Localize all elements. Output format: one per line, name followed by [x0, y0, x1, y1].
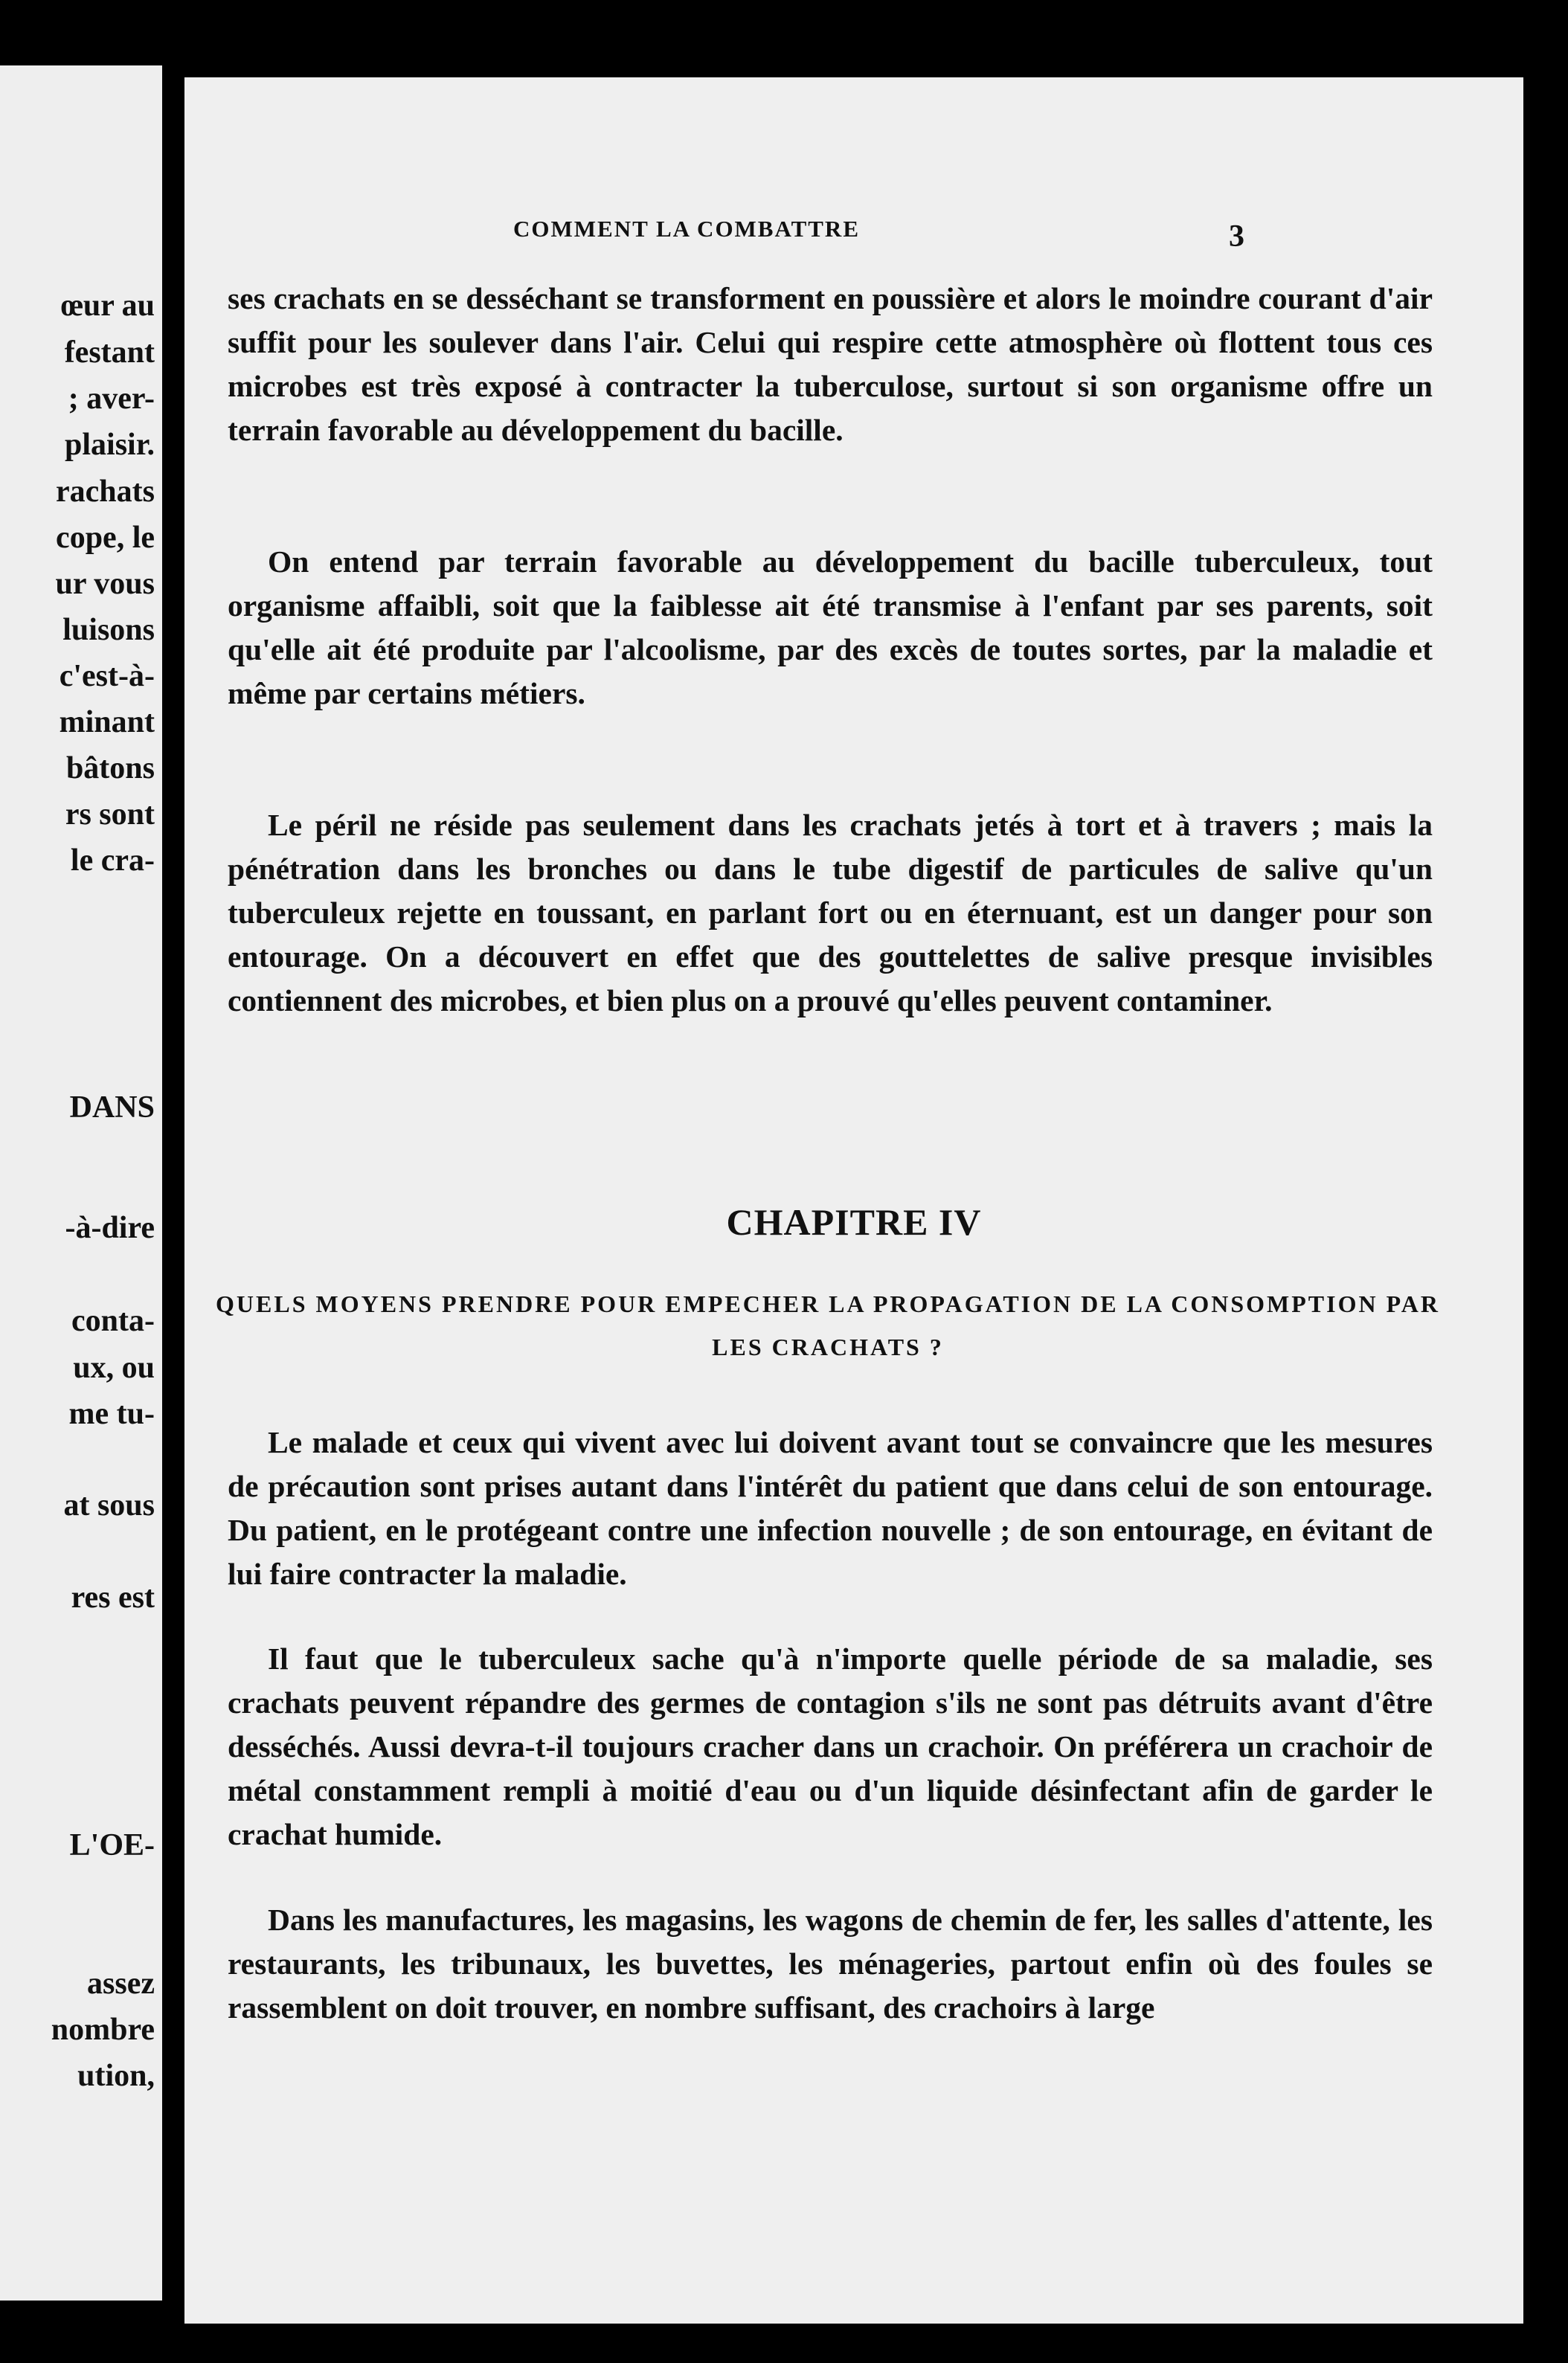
facing-page-line: res est: [71, 1581, 155, 1615]
paragraph-3: Le péril ne réside pas seulement dans les crachats jetés à tort et à travers ; mais la pénétration dans les bronches ou dans le tube digestif de particules de salive qu'un tuberculeux rejette en toussant, en parlant fort ou en éternuant, est un danger pour son entourage. On a découvert en effet que des gouttelettes de salive presque invisibles contiennent des microbes, et bien plus on a prouvé qu'elles peuvent contaminer.: [228, 808, 1433, 1017]
page-number: 3: [1229, 219, 1244, 254]
paragraph-4: Le malade et ceux qui vivent avec lui doivent avant tout se convaincre que les mesures de précaution sont prises autant dans l'intérêt du patient que dans celui de son entourage. Du patient, en le protégeant contre une infection nouvelle ; de son entourage, en évitant de lui faire contracter la maladie.: [228, 1425, 1433, 1591]
facing-page-line: ; aver-: [68, 382, 155, 416]
facing-page-line: ur vous: [55, 567, 155, 601]
facing-page-line: L'OE-: [69, 1828, 155, 1862]
facing-page-line: minant: [59, 705, 155, 739]
running-head: COMMENT LA COMBATTRE: [513, 216, 860, 242]
chapter-heading: QUELS MOYENS PRENDRE POUR EMPECHER LA PROPAGATION DE LA CONSOMPTION PAR LES CRACHATS ?: [216, 1290, 1440, 1360]
facing-page-line: assez: [87, 1967, 155, 2001]
facing-page-line: le cra-: [70, 843, 155, 878]
facing-page-line: -à-dire: [65, 1211, 155, 1245]
paragraph-6: Dans les manufactures, les magasins, les wagons de chemin de fer, les salles d'attente, les restaurants, les tribunaux, les buvettes, les ménageries, partout enfin où des foules se rassemblent on doit trouver, en nombre suffisant, des crachoirs à large: [228, 1903, 1433, 2025]
facing-page-line: rs sont: [65, 797, 155, 832]
facing-page-line: ux, ou: [73, 1351, 155, 1385]
facing-page-line: nombre: [51, 2013, 155, 2047]
facing-page-line: rachats: [56, 475, 155, 509]
paragraph-5: Il faut que le tuberculeux sache qu'à n'importe quelle période de sa maladie, ses crachats peuvent répandre des germes de contagion s'ils ne sont pas détruits avant d'être desséchés. Aussi devra-t-il toujours cracher dans un crachoir. On préférera un crachoir de métal constamment rempli à moitié d'eau ou d'un liquide désinfectant afin de garder le crachat humide.: [228, 1642, 1433, 1851]
facing-page-line: at sous: [63, 1488, 155, 1523]
facing-page-line: bâtons: [65, 751, 155, 785]
facing-page-line: DANS: [69, 1090, 155, 1125]
facing-page-line: œur au: [60, 289, 155, 323]
chapter-title: CHAPITRE IV: [726, 1201, 982, 1243]
book-page: [184, 77, 1523, 2324]
facing-page-fragment: [0, 65, 162, 2301]
facing-page-line: conta-: [71, 1304, 155, 1338]
facing-page-line: luisons: [62, 613, 155, 647]
facing-page-line: festant: [64, 335, 155, 370]
facing-page-line: me tu-: [68, 1397, 155, 1431]
facing-page-line: c'est-à-: [59, 659, 155, 693]
facing-page-line: cope, le: [56, 521, 155, 555]
facing-page-line: plaisir.: [65, 428, 155, 462]
paragraph-1: ses crachats en se desséchant se transforment en poussière et alors le moindre courant d'air suffit pour les soulever dans l'air. Celui qui respire cette atmosphère où flottent tous ces microbes est très exposé à contracter la tuberculose, surtout si son organisme offre un terrain favorable au développement du bacille.: [228, 281, 1433, 447]
page-gutter: [162, 0, 184, 2363]
paragraph-2: On entend par terrain favorable au développement du bacille tuberculeux, tout organisme affaibli, soit que la faiblesse ait été transmise à l'enfant par ses parents, soit qu'elle ait été produite par l'alcoolisme, par des excès de toutes sortes, par la maladie et même par certains métiers.: [228, 544, 1433, 710]
facing-page-line: ution,: [77, 2059, 155, 2093]
